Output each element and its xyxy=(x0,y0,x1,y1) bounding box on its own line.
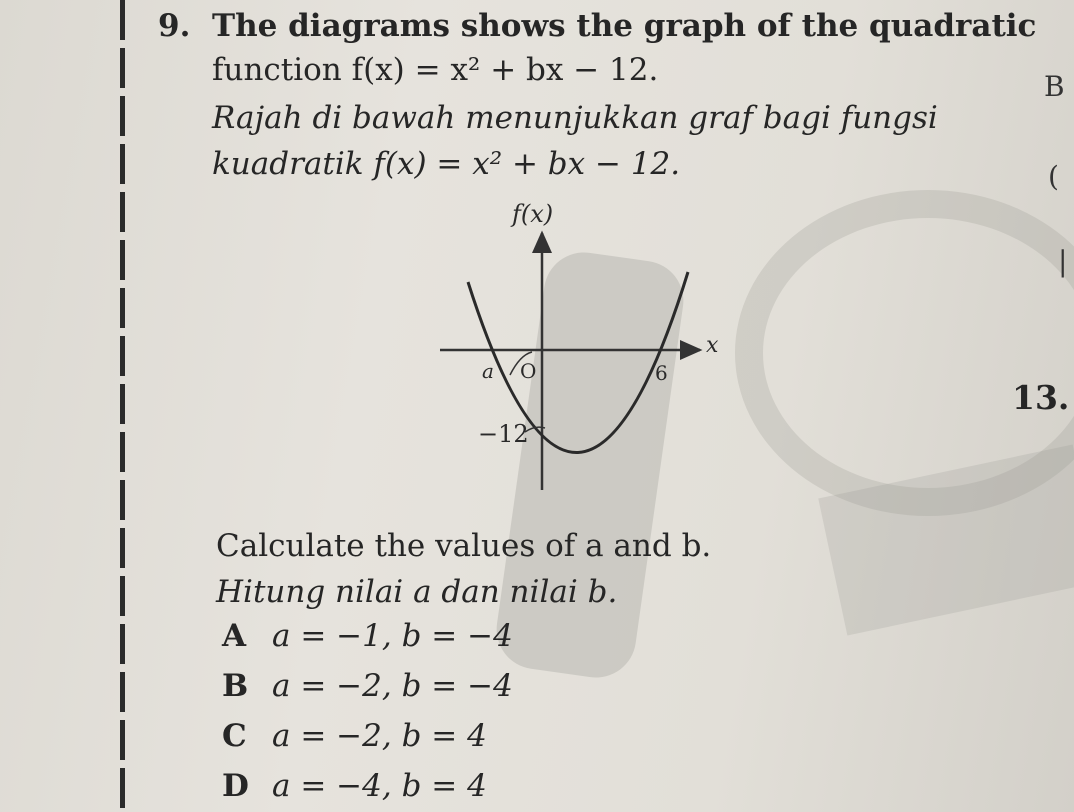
option-c xyxy=(222,718,487,754)
root-left-label: a xyxy=(482,359,494,383)
option-b xyxy=(222,668,513,704)
option-letter: D xyxy=(222,768,249,804)
question-line-4: kuadratik f(x) = x² + bx − 12. xyxy=(212,146,681,182)
root-right-label: 6 xyxy=(655,361,668,385)
option-letter: A xyxy=(222,618,247,654)
y-axis-label: f(x) xyxy=(512,200,554,228)
origin-label: O xyxy=(520,359,537,383)
question-line-3: Rajah di bawah menunjukkan graf bagi fungsi xyxy=(212,100,938,136)
prompt-malay: Hitung nilai a dan nilai b. xyxy=(216,574,618,610)
option-letter: B xyxy=(222,668,249,704)
question-line-2: function f(x) = x² + bx − 12. xyxy=(212,52,659,88)
x-axis-label: x xyxy=(706,333,719,358)
option-text: a = −2, b = −4 xyxy=(272,668,513,704)
next-question-number: 13. xyxy=(1012,378,1070,417)
edge-letter: B xyxy=(1044,70,1065,103)
edge-bracket: ( xyxy=(1048,160,1059,193)
prompt-english: Calculate the values of a and b. xyxy=(216,528,712,564)
option-letter: C xyxy=(222,718,247,754)
question-line-1: The diagrams shows the graph of the quadratic xyxy=(212,8,1037,44)
option-text: a = −4, b = 4 xyxy=(272,768,487,804)
option-a xyxy=(222,618,513,654)
option-text: a = −2, b = 4 xyxy=(272,718,487,754)
option-d xyxy=(222,768,487,804)
edge-bar: | xyxy=(1058,245,1068,278)
option-text: a = −1, b = −4 xyxy=(272,618,513,654)
y-intercept-label: −12 xyxy=(478,420,529,448)
question-number: 9. xyxy=(158,8,191,44)
